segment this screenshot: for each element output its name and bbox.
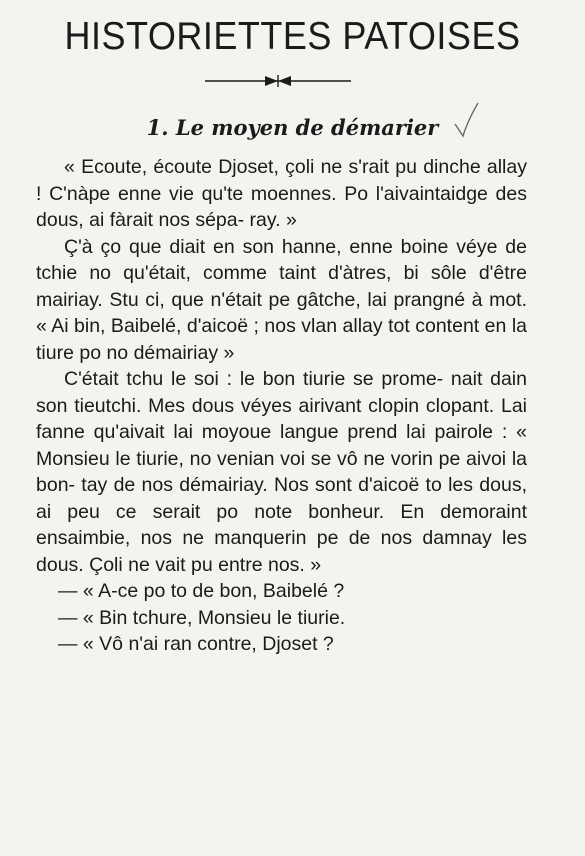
story-body [36,154,527,658]
dialogue-line: — « Bin tchure, Monsieu le tiurie. [58,606,346,629]
page-title: HISTORIETTES PATOISES [64,13,521,58]
dialogue-line: — « A-ce po to de bon, Baibelé ? [58,580,345,602]
story-title: 1. Le moyen de démarier [146,115,439,140]
handwritten-checkmark-icon [452,100,482,140]
paragraph: C'était tchu le soi : le bon tiurie se prome- nait dain son tieutchi. Mes dous véyes airivant clopin clopant. Lai fanne qu'aivait lai moyoue langue prend lai pairole : « Monsieu le tiurie, no venian voi se vô ne vorin pe aivoi la bon- tay de nos démairiay. Nos sont d'aicoë to les dous, ai peu ce serait po note bonheur. En demoraint ensaimbie, nos ne manquerin pe de nos damnay les dous. Çoli ne vait pu entre nos. » [36,368,527,576]
dialogue-line: — « Vô n'ai ran contre, Djoset ? [58,633,334,655]
paragraph: « Ecoute, écoute Djoset, çoli ne s'rait pu dinche allay ! C'nàpe enne vie qu'te moennes. Po l'aivaintaidge des dous, ai fàrait nos sépa- ray. » [36,156,527,231]
paragraph: Ç'à ço que diait en son hanne, enne boine véye de tchie no qu'était, comme taint d'àtres, bi sôle d'être mairiay. Stu ci, que n'était pe gâtche, lai prangné à mot. « Ai bin, Baibelé, d'aicoë ; nos vlan allay tot content en la tiure po no démairiay » [36,235,527,364]
ornament-divider [203,73,353,89]
